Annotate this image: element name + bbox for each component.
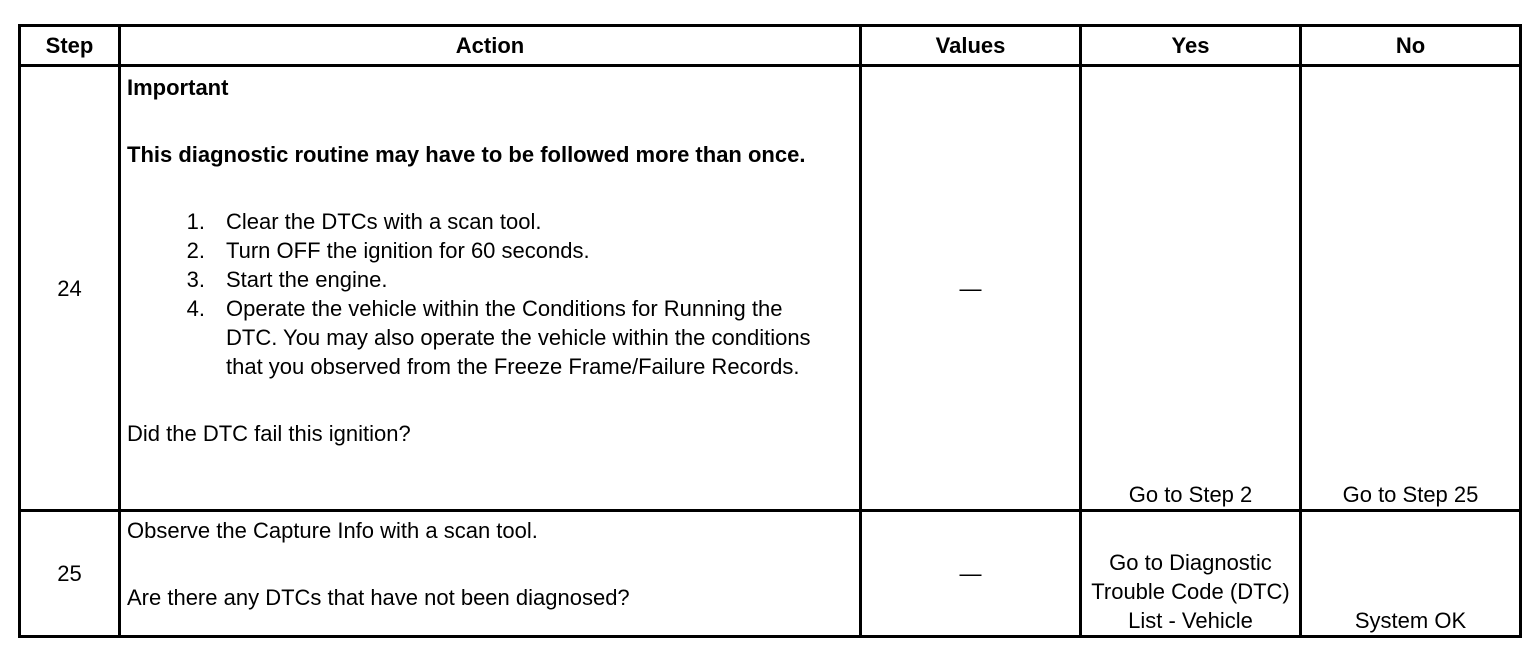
action-cell: [120, 511, 861, 637]
table-row: [20, 66, 1521, 511]
list-item-number: 3.: [186, 267, 205, 292]
values-cell: —: [861, 511, 1081, 637]
list-item-number: 4.: [186, 296, 205, 321]
header-action: Action: [120, 26, 861, 66]
list-item: [127, 294, 853, 381]
header-values: Values: [861, 26, 1081, 66]
header-row: [20, 26, 1521, 66]
list-item-number: 2.: [186, 238, 205, 263]
list-item-number: 1.: [186, 209, 205, 234]
table-row: [20, 511, 1521, 637]
no-cell: System OK: [1301, 511, 1521, 637]
header-no: No: [1301, 26, 1521, 66]
header-yes: Yes: [1081, 26, 1301, 66]
instruction-text: Observe the Capture Info with a scan tool.: [127, 518, 538, 543]
step-number: 24: [20, 66, 120, 511]
list-item-text: Clear the DTCs with a scan tool.: [226, 209, 542, 234]
values-cell: —: [861, 66, 1081, 511]
no-cell: Go to Step 25: [1301, 66, 1521, 511]
list-item-text: Turn OFF the ignition for 60 seconds.: [226, 238, 590, 263]
question-text: Did the DTC fail this ignition?: [127, 421, 411, 446]
yes-cell: Go to Diagnostic Trouble Code (DTC) List - Vehicle: [1081, 511, 1301, 637]
yes-cell: Go to Step 2: [1081, 66, 1301, 511]
important-note: This diagnostic routine may have to be followed more than once.: [127, 142, 806, 167]
procedure-list: [127, 207, 853, 381]
important-label: Important: [127, 75, 229, 100]
list-item-text: Start the engine.: [226, 267, 388, 292]
diagnostic-table: [18, 24, 1522, 638]
list-item: [127, 265, 853, 294]
header-step: Step: [20, 26, 120, 66]
list-item: [127, 207, 853, 236]
step-number: 25: [20, 511, 120, 637]
action-cell: [120, 66, 861, 511]
question-text: Are there any DTCs that have not been diagnosed?: [127, 585, 630, 610]
list-item-text: Operate the vehicle within the Conditions for Running the DTC. You may also operate the vehicle within the conditions that you observed from the Freeze Frame/Failure Records.: [226, 296, 811, 379]
list-item: [127, 236, 853, 265]
